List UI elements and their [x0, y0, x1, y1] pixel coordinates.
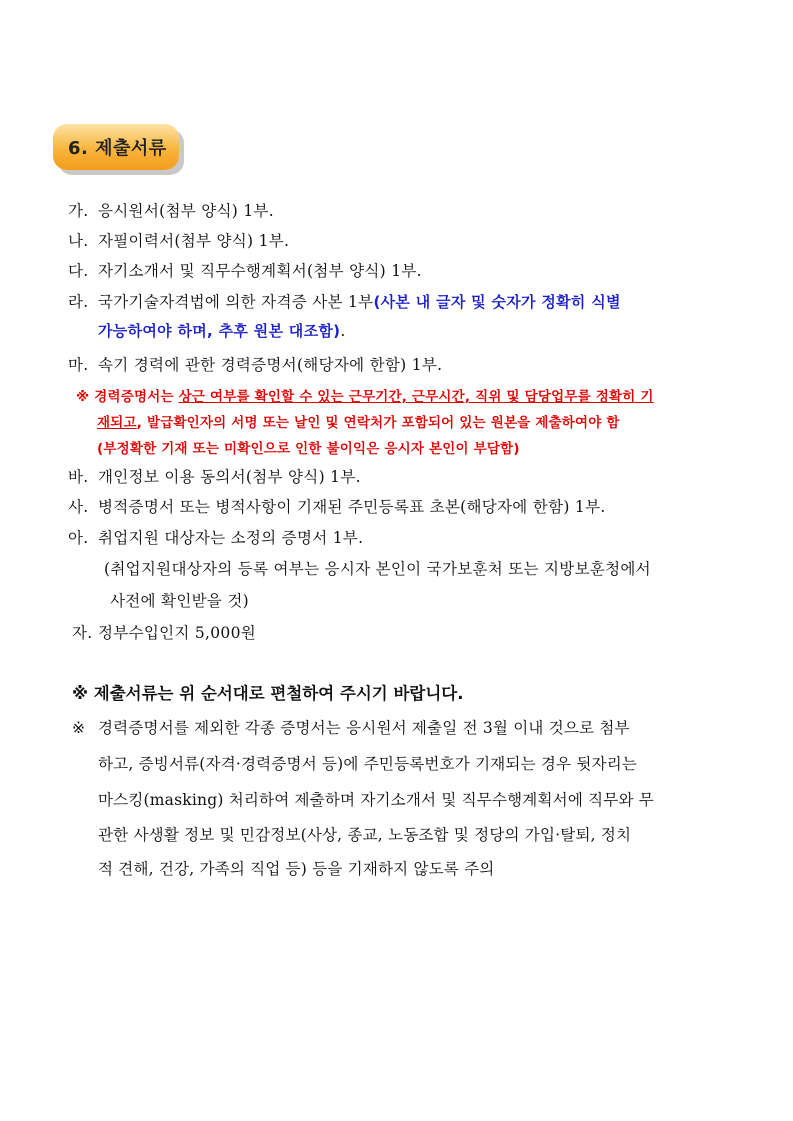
item-text: 병적증명서 또는 병적사항이 기재된 주민등록표 초본(해당자에 한함) 1부. — [98, 498, 606, 516]
list-item — [68, 495, 606, 517]
notes-detail-text: 하고, 증빙서류(자격·경력증명서 등)에 주민등록번호가 기재되는 경우 뒷자리는 — [98, 755, 638, 773]
item-marker: 라. — [68, 293, 89, 311]
warning-lead: 경력증명서는 — [94, 389, 174, 405]
list-item — [68, 465, 361, 487]
notes-detail-line — [98, 752, 637, 774]
warning-mark: ※ — [76, 389, 90, 405]
list-item — [68, 259, 422, 281]
item-marker: 마. — [68, 356, 89, 374]
item-text: 속기 경력에 관한 경력증명서(해당자에 한함) 1부. — [98, 356, 443, 374]
notes-detail-text: 적 견해, 건강, 가족의 직업 등) 등을 기재하지 않도록 주의 — [98, 860, 495, 878]
item-subtext: 사전에 확인받을 것) — [110, 592, 249, 610]
item-marker: 바. — [68, 468, 89, 486]
item-marker: 자. — [72, 624, 93, 642]
warning-line-2 — [97, 411, 620, 431]
notes-detail-line — [98, 788, 654, 810]
warning-underlined: 상근 여부를 확인할 수 있는 근무기간, 근무시간, 직위 및 담당업무를 정확히 기 — [178, 389, 654, 405]
list-item-sub — [104, 557, 651, 579]
list-item-continuation — [98, 320, 346, 341]
warning-text: (부정확한 기재 또는 미확인으로 인한 불이익은 응시자 본인이 부담함) — [97, 441, 520, 457]
list-item — [68, 290, 621, 312]
notes-heading — [72, 680, 464, 704]
warning-line-3 — [97, 437, 520, 457]
list-item — [72, 621, 256, 643]
item-text: 개인정보 이용 동의서(첨부 양식) 1부. — [98, 468, 361, 486]
item-text: 국가기술자격법에 의한 자격증 사본 1부 — [98, 293, 374, 311]
notes-detail-text: 마스킹(masking) 처리하여 제출하며 자기소개서 및 직무수행계획서에 직무와 무 — [98, 791, 654, 809]
list-item — [68, 199, 274, 221]
warning-underlined: 재되고 — [97, 415, 137, 431]
notes-heading-text: 제출서류는 위 순서대로 편철하여 주시기 바랍니다. — [93, 684, 464, 703]
warning-line-1 — [76, 385, 654, 405]
notes-detail-mark: ※ — [72, 719, 86, 737]
section-title: 6. 제출서류 — [68, 138, 167, 159]
notes-heading-mark: ※ — [72, 684, 89, 703]
item-tail: . — [340, 322, 346, 340]
item-marker: 아. — [68, 529, 89, 547]
item-emphasis: (사본 내 글자 및 숫자가 정확히 식별 — [373, 293, 621, 311]
item-text: 정부수입인지 5,000원 — [98, 624, 257, 642]
item-text: 응시원서(첨부 양식) 1부. — [98, 202, 274, 220]
list-item — [68, 526, 363, 548]
item-marker: 다. — [68, 262, 89, 280]
notes-detail-line — [72, 716, 630, 738]
item-text: 자필이력서(첨부 양식) 1부. — [98, 232, 290, 250]
notes-detail-line — [98, 857, 494, 879]
item-emphasis: 가능하여야 하며, 추후 원본 대조함) — [98, 322, 341, 340]
notes-detail-line — [98, 823, 631, 845]
warning-text: , 발급확인자의 서명 또는 날인 및 연락처가 포함되어 있는 원본을 제출하여야 함 — [136, 415, 620, 431]
item-text: 자기소개서 및 직무수행계획서(첨부 양식) 1부. — [98, 262, 422, 280]
item-marker: 사. — [68, 498, 89, 516]
item-text: 취업지원 대상자는 소정의 증명서 1부. — [98, 529, 364, 547]
list-item-sub — [110, 589, 249, 611]
section-header — [53, 124, 179, 170]
notes-detail-text: 관한 사생활 정보 및 민감정보(사상, 종교, 노동조합 및 정당의 가입·탈퇴, 정치 — [98, 826, 632, 844]
item-marker: 가. — [68, 202, 89, 220]
notes-detail-text: 경력증명서를 제외한 각종 증명서는 응시원서 제출일 전 3월 이내 것으로 첨부 — [98, 719, 630, 737]
list-item — [68, 229, 289, 251]
item-marker: 나. — [68, 232, 89, 250]
list-item — [68, 353, 442, 375]
item-subtext: (취업지원대상자의 등록 여부는 응시자 본인이 국가보훈처 또는 지방보훈청에서 — [104, 560, 651, 578]
